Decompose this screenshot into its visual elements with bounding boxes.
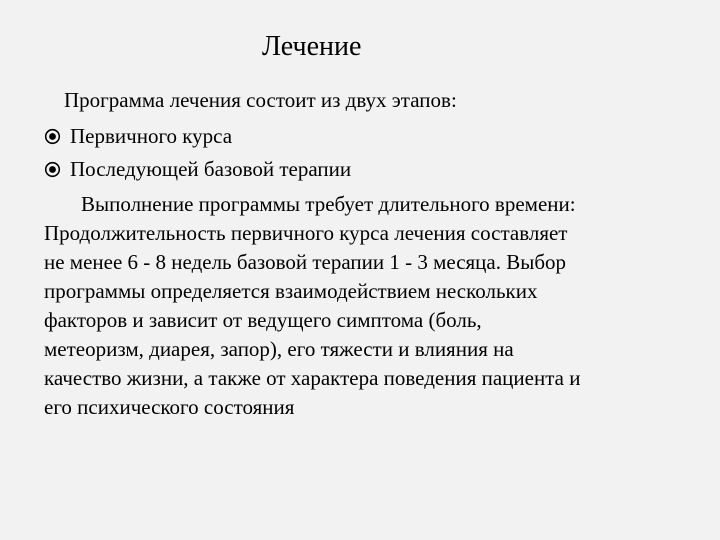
body-line: программы определяется взаимодействием нескольких: [44, 279, 538, 303]
bullet-item-primary-course: [44, 120, 351, 153]
bullet-item-base-therapy: [44, 153, 351, 186]
bullet-label: Последующей базовой терапии: [70, 157, 352, 181]
body-line: не менее 6 - 8 недель базовой терапии 1 - 3 месяца. Выбор: [44, 250, 567, 274]
body-line: Выполнение программы требует длительного времени:: [81, 192, 576, 216]
circled-dot-icon: [44, 161, 61, 178]
body-line: его психического состояния: [44, 395, 295, 419]
body-paragraph: [44, 190, 684, 422]
circled-dot-icon: [44, 128, 61, 145]
body-line: метеоризм, диарея, запор), его тяжести и влияния на: [44, 337, 514, 361]
body-line: факторов и зависит от ведущего симптома (боль,: [44, 308, 482, 332]
body-line: качество жизни, а также от характера поведения пациента и: [44, 366, 581, 390]
bullet-list: [44, 120, 351, 186]
bullet-label: Первичного курса: [70, 124, 233, 148]
intro-text: Программа лечения состоит из двух этапов:: [64, 88, 457, 112]
body-line: Продолжительность первичного курса лечения составляет: [44, 221, 568, 245]
slide-title: Лечение: [262, 31, 362, 62]
